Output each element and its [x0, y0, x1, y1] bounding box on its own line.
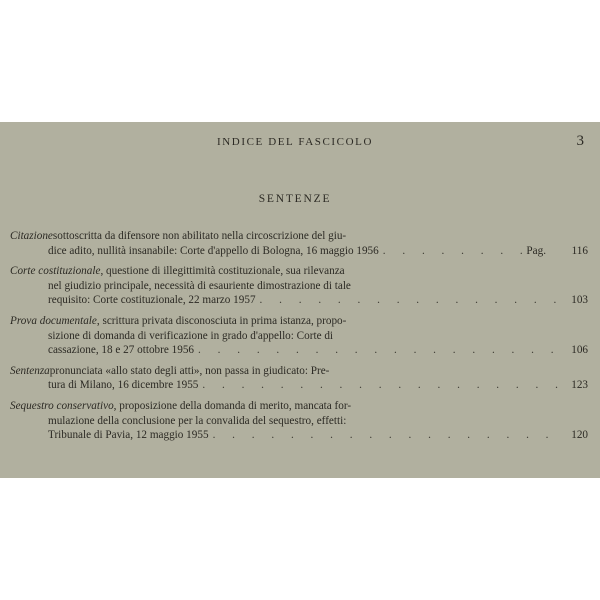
entry-text: dice adito, nullità insanabile: Corte d'appello di Bologna, 16 maggio 1956	[48, 244, 379, 257]
entry-page: 103	[571, 294, 588, 307]
entry-page: 116	[571, 244, 588, 257]
index-entries	[10, 229, 588, 449]
page-header	[0, 133, 600, 153]
page-number: 3	[576, 133, 584, 149]
entry-page: 123	[571, 379, 588, 392]
entry-page: 120	[571, 429, 588, 442]
index-entry	[10, 399, 588, 443]
running-title: INDICE DEL FASCICOLO	[216, 136, 374, 148]
entry-text: sizione di domanda di verificazione in grado d'appello: Corte di	[48, 329, 334, 342]
entry-text: nel giudizio principale, necessità di esauriente dimostrazione di tale	[48, 279, 351, 292]
index-entry	[10, 264, 588, 308]
entry-text: , proposizione della domanda di merito, mancata for-	[113, 399, 352, 412]
entry-text: , questione di illegittimità costituzionale, sua rilevanza	[100, 265, 345, 278]
entry-topic: Corte costituzionale	[10, 265, 101, 278]
index-entry	[10, 229, 588, 258]
entry-topic: Sequestro conservativo	[10, 399, 114, 412]
entry-text: tura di Milano, 16 dicembre 1955	[48, 379, 199, 392]
entry-text: Tribunale di Pavia, 12 maggio 1955	[48, 429, 209, 442]
entry-topic: Citazione	[10, 230, 53, 242]
leader-dots	[202, 378, 562, 393]
entry-text: cassazione, 18 e 27 ottobre 1956	[48, 344, 195, 357]
entry-text: , scrittura privata disconosciuta in prima istanza, propo-	[96, 314, 347, 327]
entry-topic: Sentenza	[10, 364, 50, 377]
entry-text: requisito: Corte costituzionale, 22 marzo 1957	[48, 294, 256, 307]
entry-text: pronunciata «allo stato degli atti», non passa in giudicato: Pre-	[49, 364, 330, 377]
leader-dots	[213, 428, 562, 443]
entry-page: 106	[571, 344, 588, 357]
book-page	[0, 122, 600, 478]
index-entry	[10, 314, 588, 358]
entry-text: mulazione della conclusione per la convalida del sequestro, effetti:	[48, 414, 347, 427]
entry-text: sottoscritta da difensore non abilitato nella circoscrizione del giu-	[52, 230, 347, 242]
entry-topic: Prova documentale	[10, 314, 97, 327]
page-label: Pag.	[526, 244, 546, 257]
leader-dots	[383, 244, 523, 259]
leader-dots	[198, 343, 562, 358]
section-heading: SENTENZE	[258, 193, 332, 205]
leader-dots	[260, 293, 562, 308]
index-entry	[10, 364, 588, 393]
